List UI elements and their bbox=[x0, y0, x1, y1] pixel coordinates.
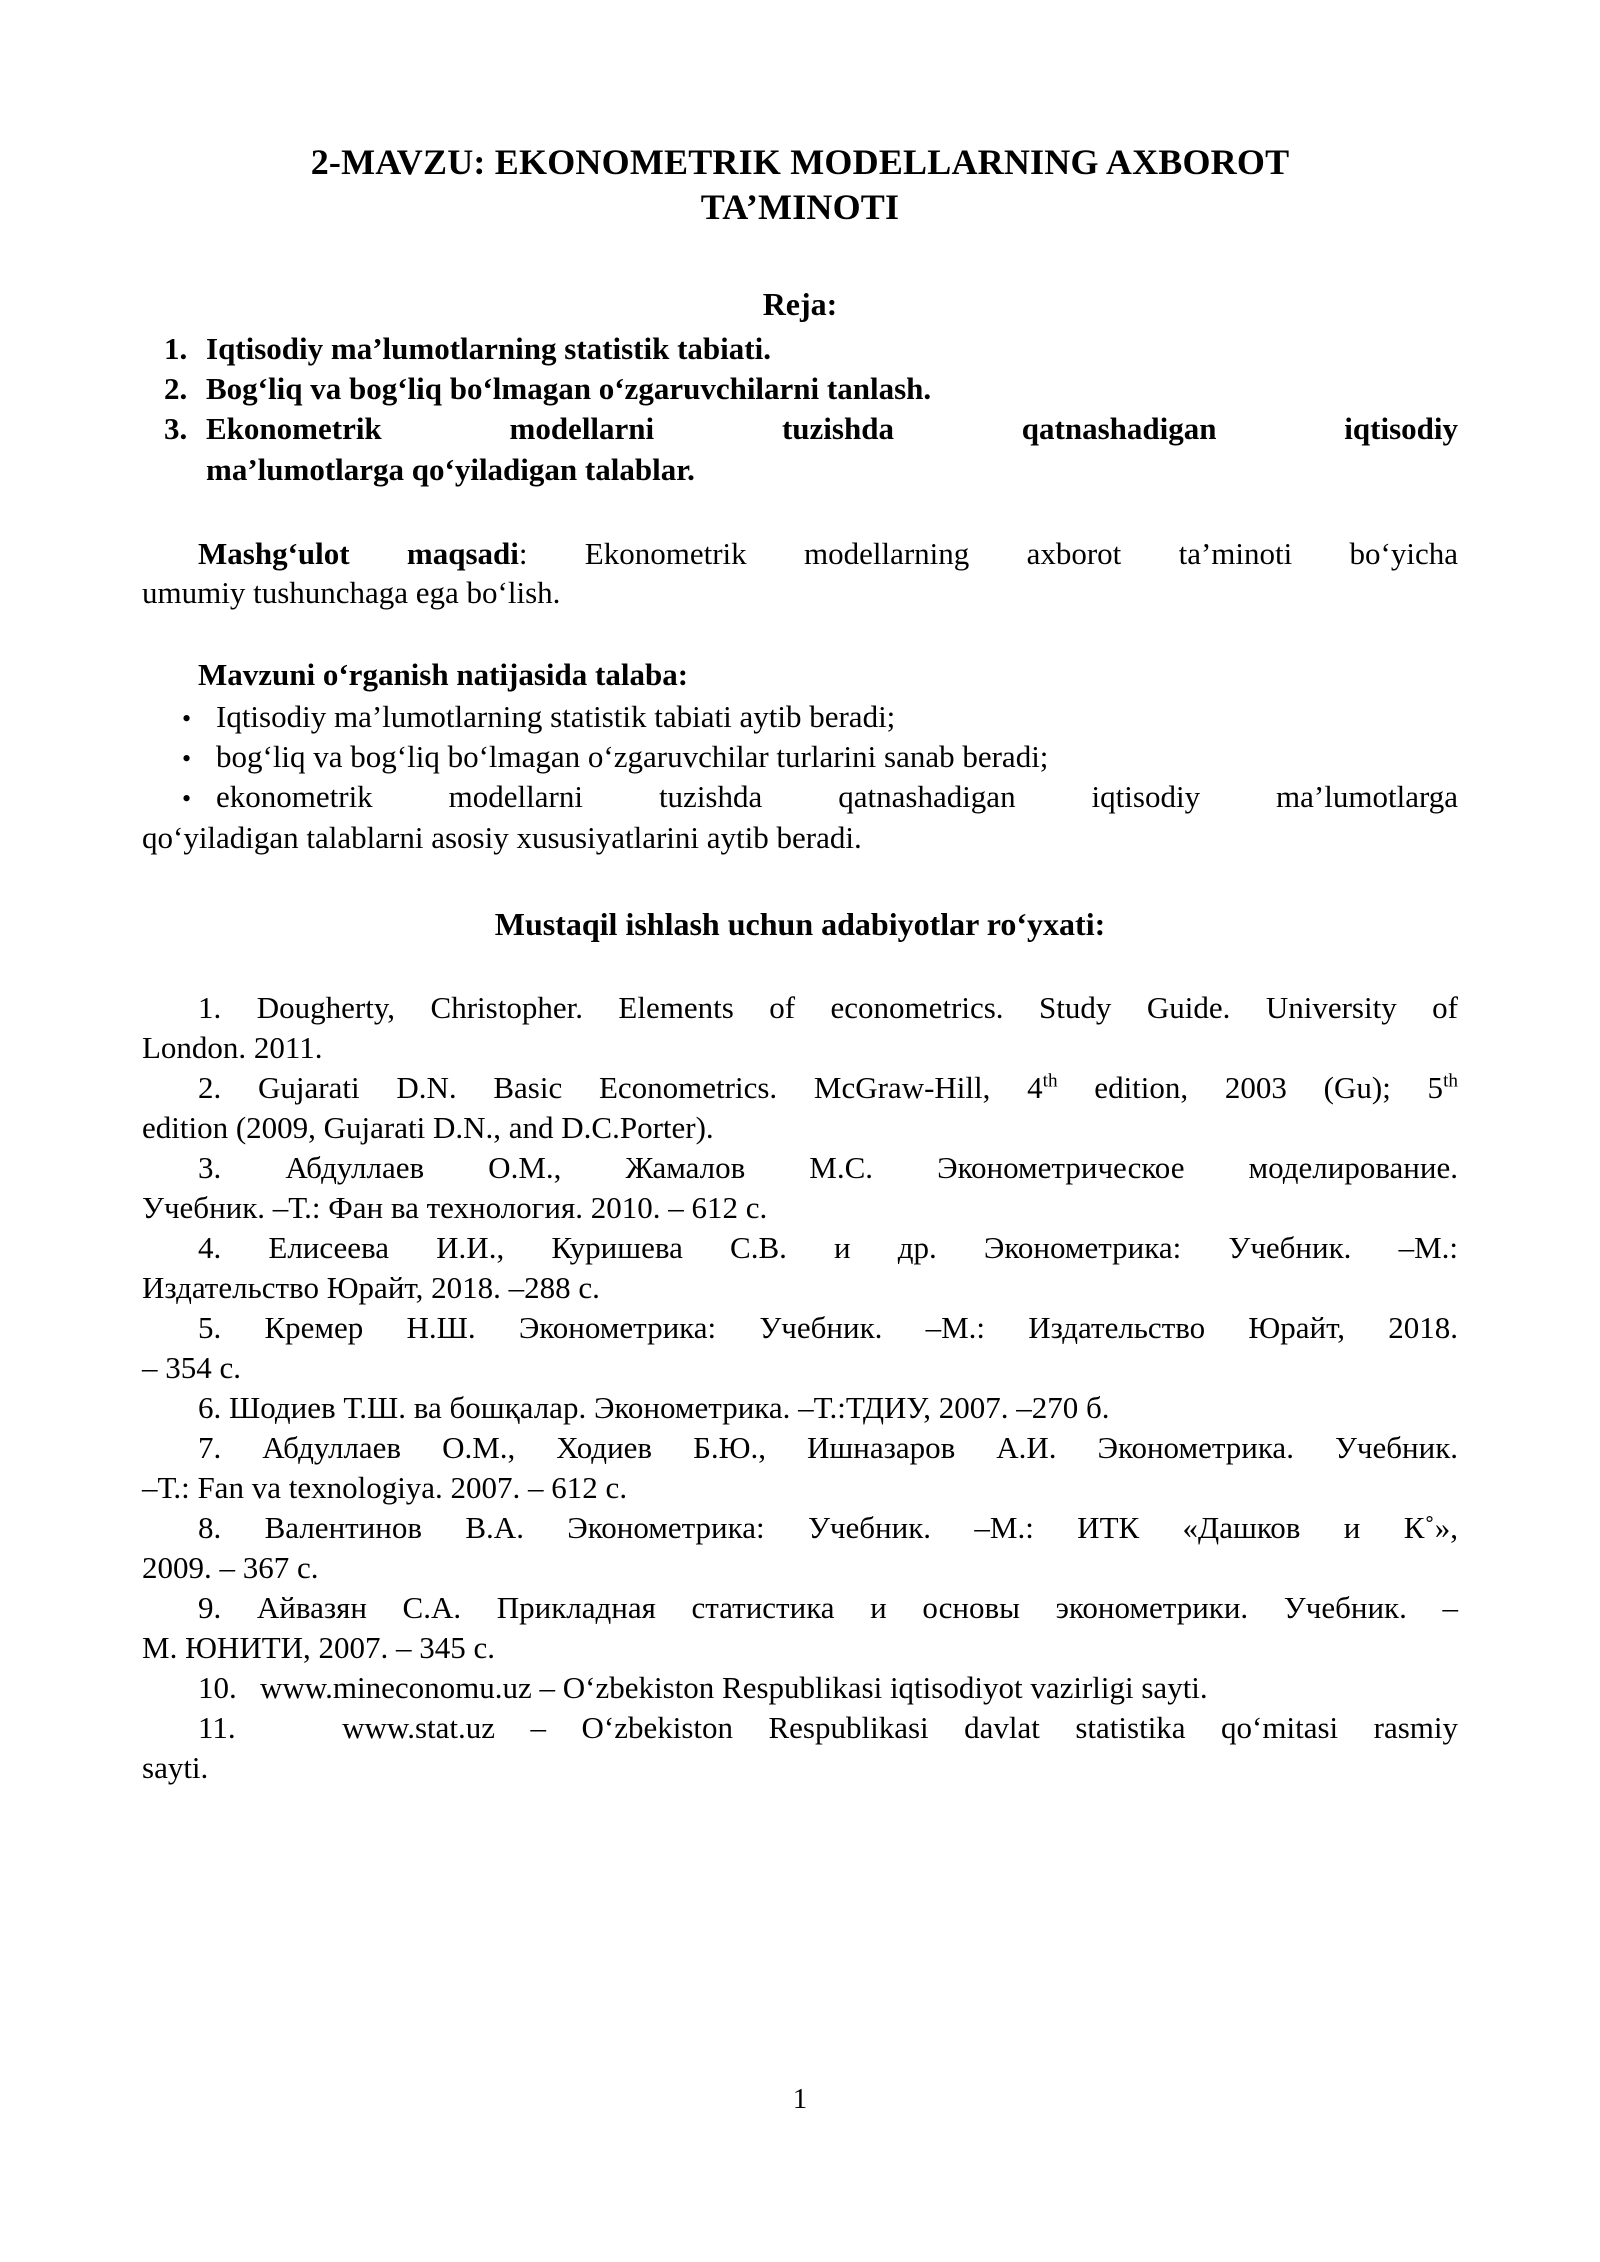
reference-line-2: Учебник. –Т.: Фан ва технология. 2010. – 612 с. bbox=[142, 1189, 768, 1225]
reference-text-1: Dougherty, Christopher. Elements of econometrics. Study Guide. University of bbox=[256, 989, 1459, 1025]
reference-superscript-2: th bbox=[1443, 1070, 1458, 1092]
plan-item-number: 2. bbox=[164, 370, 188, 406]
reference-text-1: www.stat.uz – O‘zbekiston Respublikasi davlat statistika qo‘mitasi rasmiy bbox=[342, 1709, 1459, 1745]
plan-item-label: Bog‘liq va bog‘liq bo‘lmagan o‘zgaruvchilarni tanlash. bbox=[206, 370, 932, 406]
outcomes-list bbox=[142, 697, 1458, 818]
reference-text-1: Шодиев Т.Ш. ва бошқалар. Эконометрика. –Т.:ТДИУ, 2007. –270 б. bbox=[229, 1389, 1110, 1425]
purpose-label: Mashg‘ulot maqsadi bbox=[198, 535, 519, 571]
reference-line-1 bbox=[142, 1588, 1458, 1628]
references-list bbox=[142, 988, 1458, 1788]
plan-item bbox=[142, 409, 1458, 490]
reference-line-2: 2009. – 367 с. bbox=[142, 1549, 319, 1585]
reference-item bbox=[142, 1668, 1458, 1708]
reference-item bbox=[142, 1388, 1458, 1428]
list-item-line-1: ekonometrik modellarni tuzishda qatnashadigan iqtisodiy ma’lumotlarga bbox=[216, 779, 1458, 815]
reference-line-2: –Т.: Fan va texnologiya. 2007. – 612 с. bbox=[142, 1469, 628, 1505]
list-item-label: Iqtisodiy ma’lumotlarning statistik tabiati aytib beradi; bbox=[216, 698, 896, 734]
plan-item-number: 1. bbox=[164, 330, 188, 366]
reference-number: 6. bbox=[198, 1389, 222, 1425]
bullet-point-icon: • bbox=[182, 784, 192, 814]
plan-item bbox=[142, 369, 1458, 409]
reference-line-1 bbox=[142, 1388, 1458, 1428]
reference-line-2: – 354 с. bbox=[142, 1349, 242, 1385]
reference-number: 11. bbox=[198, 1709, 236, 1745]
purpose-text-1: Ekonometrik modellarning axborot ta’minoti bo‘yicha bbox=[584, 535, 1458, 571]
title-line-2: TA’MINOTI bbox=[700, 186, 900, 227]
reference-item bbox=[142, 1228, 1458, 1308]
outcomes-heading: Mavzuni o‘rganish natijasida talaba: bbox=[198, 656, 689, 692]
reference-line-1 bbox=[142, 1068, 1458, 1108]
plan-item bbox=[142, 329, 1458, 369]
reference-line-1 bbox=[142, 988, 1458, 1028]
purpose-separator: : bbox=[518, 535, 585, 571]
page-number: 1 bbox=[792, 2083, 808, 2115]
list-item bbox=[142, 777, 1458, 817]
reference-number: 7. bbox=[198, 1429, 222, 1465]
reference-number: 5. bbox=[198, 1309, 222, 1345]
reference-text-1: www.mineconomu.uz – O‘zbekiston Respublikasi iqtisodiyot vazirligi sayti. bbox=[260, 1669, 1208, 1705]
reference-item bbox=[142, 1308, 1458, 1388]
reference-item bbox=[142, 1708, 1458, 1788]
title-line-1: 2-MAVZU: EKONOMETRIK MODELLARNING AXBOROT bbox=[310, 142, 1290, 182]
reference-line-2: Издательство Юрайт, 2018. –288 с. bbox=[142, 1269, 600, 1305]
reference-line-1 bbox=[142, 1148, 1458, 1188]
reference-text-1b: edition, 2003 (Gu); 5 bbox=[1057, 1069, 1444, 1105]
reference-item bbox=[142, 1068, 1458, 1148]
reference-line-1 bbox=[142, 1308, 1458, 1348]
reference-number: 4. bbox=[198, 1229, 222, 1265]
reference-number: 9. bbox=[198, 1589, 222, 1625]
reference-line-1 bbox=[142, 1668, 1458, 1708]
plan-item-line-1: Ekonometrik modellarni tuzishda qatnashadigan iqtisodiy bbox=[206, 411, 1458, 447]
reference-number: 1. bbox=[198, 989, 222, 1025]
plan-item-label: Iqtisodiy ma’lumotlarning statistik tabiati. bbox=[206, 330, 771, 366]
bullet-point-icon: • bbox=[182, 703, 192, 733]
reference-text-1: Абдуллаев О.М., Ходиев Б.Ю., Ишназаров А.И. Эконометрика. Учебник. bbox=[262, 1429, 1458, 1465]
reference-text-1a: Gujarati D.N. Basic Econometrics. McGraw-Hill, 4 bbox=[258, 1069, 1043, 1105]
outcomes-last-item-continuation: qo‘yiladigan talablarni asosiy xususiyatlarini aytib beradi. bbox=[142, 819, 862, 855]
reference-number: 3. bbox=[198, 1149, 222, 1185]
reference-text-1: Елисеева И.И., Куришева С.В. и др. Эконометрика: Учебник. –М.: bbox=[268, 1229, 1458, 1265]
list-item-label: bog‘liq va bog‘liq bo‘lmagan o‘zgaruvchilar turlarini sanab beradi; bbox=[216, 738, 1049, 774]
reference-number: 2. bbox=[198, 1069, 222, 1105]
purpose-line-2: umumiy tushunchaga ega bo‘lish. bbox=[142, 574, 561, 610]
page-title bbox=[142, 140, 1458, 229]
reference-line-2: edition (2009, Gujarati D.N., and D.C.Porter). bbox=[142, 1109, 714, 1145]
reference-line-1 bbox=[142, 1228, 1458, 1268]
plan-list bbox=[142, 329, 1458, 490]
plan-heading: Reja: bbox=[762, 286, 838, 323]
reference-text-1: Кремер Н.Ш. Эконометрика: Учебник. –М.: Издательство Юрайт, 2018. bbox=[264, 1309, 1458, 1345]
bullet-point-icon: • bbox=[182, 743, 192, 773]
reference-text-1: Абдуллаев О.М., Жамалов М.С. Эконометрическое моделирование. bbox=[285, 1149, 1458, 1185]
reference-line-2: London. 2011. bbox=[142, 1029, 323, 1065]
reference-line-1 bbox=[142, 1508, 1458, 1548]
purpose-line-1 bbox=[142, 534, 1458, 573]
reference-item bbox=[142, 1508, 1458, 1588]
reference-item bbox=[142, 1148, 1458, 1228]
plan-item-line-2: ma’lumotlarga qo‘yiladigan talablar. bbox=[206, 451, 695, 487]
reference-superscript-1: th bbox=[1042, 1070, 1058, 1092]
reference-line-2: М. ЮНИТИ, 2007. – 345 с. bbox=[142, 1629, 496, 1665]
reference-line-2: sayti. bbox=[142, 1749, 209, 1785]
reference-text-1: Айвазян С.А. Прикладная статистика и основы эконометрики. Учебник. – bbox=[256, 1589, 1458, 1625]
plan-item-number: 3. bbox=[164, 411, 188, 447]
reference-item bbox=[142, 988, 1458, 1068]
reference-number: 8. bbox=[198, 1509, 222, 1545]
reference-line-1 bbox=[142, 1428, 1458, 1468]
reference-number: 10. bbox=[198, 1669, 237, 1705]
page-content bbox=[142, 0, 1458, 1788]
plan-item-label bbox=[206, 409, 1458, 490]
list-item bbox=[142, 737, 1458, 777]
reference-item bbox=[142, 1588, 1458, 1668]
purpose-paragraph bbox=[142, 534, 1458, 612]
reference-line-1 bbox=[142, 1708, 1458, 1748]
reference-text-1: Валентинов В.А. Эконометрика: Учебник. –М.: ИТК «Дашков и К˚», bbox=[264, 1509, 1459, 1545]
reference-item bbox=[142, 1428, 1458, 1508]
list-item bbox=[142, 697, 1458, 737]
list-item-label bbox=[216, 777, 1458, 817]
references-heading: Mustaqil ishlash uchun adabiyotlar ro‘yxati: bbox=[494, 905, 1106, 942]
